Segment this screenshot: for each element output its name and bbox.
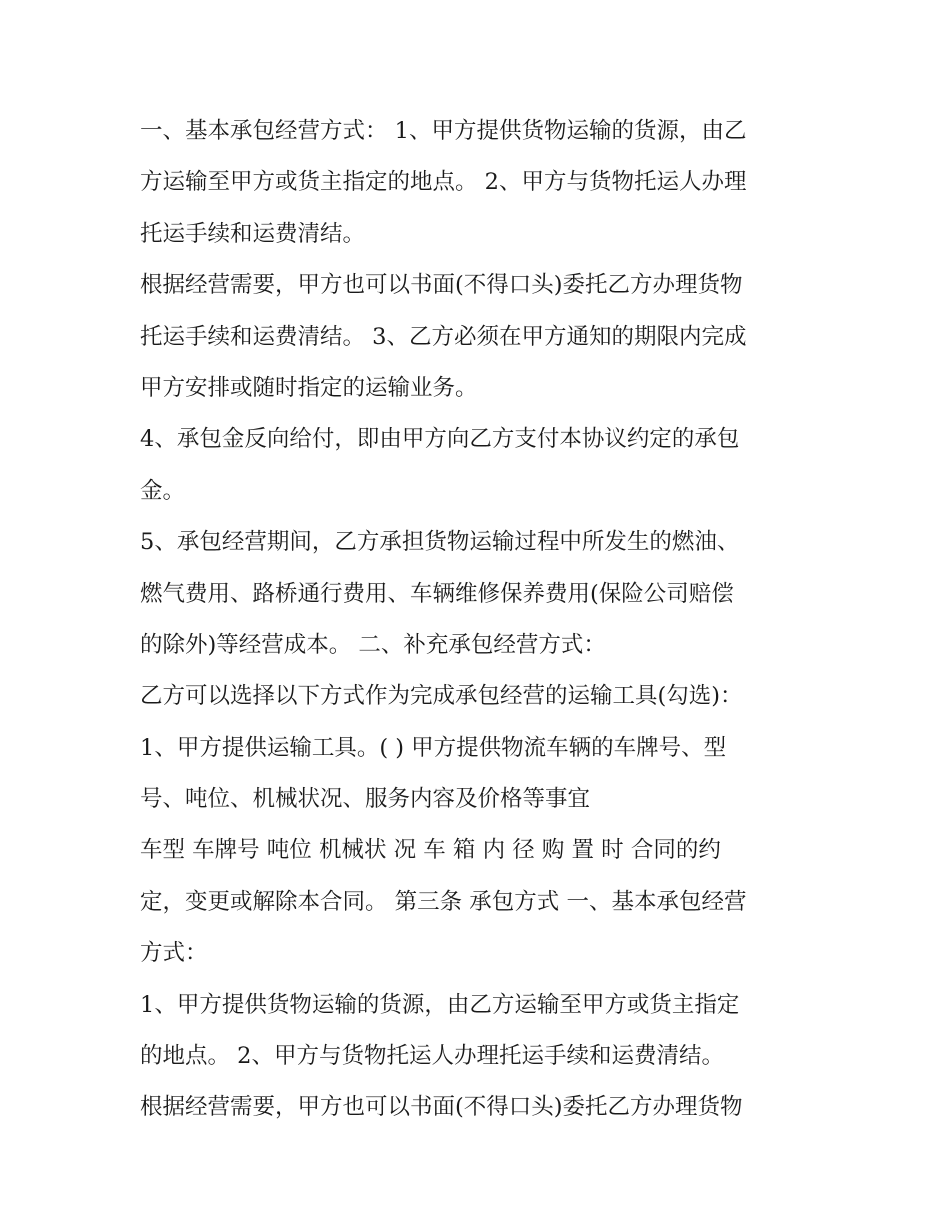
text-line: 定，变更或解除本合同。 第三条 承包方式 一、基本承包经营 (140, 888, 747, 915)
text-line: 一、基本承包经营方式： 1、甲方提供货物运输的货源，由乙 (140, 118, 747, 144)
text-line: 托运手续和运费清结。 3、乙方必须在甲方通知的期限内完成 (140, 323, 747, 350)
text-line: 的地点。 2、甲方与货物托运人办理托运手续和运费清结。 (140, 1043, 724, 1070)
text-line: 的除外)等经营成本。 二、补充承包经营方式： (140, 631, 606, 658)
text-line: 方式： (140, 940, 208, 967)
text-line: 4、承包金反向给付，即由甲方向乙方支付本协议约定的承包 (140, 426, 740, 453)
document-body (140, 106, 830, 1134)
text-line: 1、甲方提供运输工具。( ) 甲方提供物流车辆的车牌号、型 (140, 734, 727, 761)
text-line: 甲方安排或随时指定的运输业务。 (140, 374, 478, 401)
text-line: 根据经营需要，甲方也可以书面(不得口头)委托乙方办理货物 (140, 272, 743, 299)
text-line: 托运手续和运费清结。 (140, 220, 366, 247)
text-line: 方运输至甲方或货主指定的地点。 2、甲方与货物托运人办理 (140, 169, 747, 196)
text-line: 根据经营需要，甲方也可以书面(不得口头)委托乙方办理货物 (140, 1094, 743, 1121)
text-line: 5、承包经营期间，乙方承担货物运输过程中所发生的燃油、 (140, 529, 740, 556)
text-line: 金。 (140, 477, 186, 504)
text-line: 车型 车牌号 吨位 机械状 况 车 箱 内 径 购 置 时 合同的约 (140, 837, 721, 864)
text-line: 燃气费用、路桥通行费用、车辆维修保养费用(保险公司赔偿 (140, 580, 734, 607)
text-line: 乙方可以选择以下方式作为完成承包经营的运输工具(勾选)： (140, 683, 743, 710)
text-line: 1、甲方提供货物运输的货源，由乙方运输至甲方或货主指定 (140, 991, 740, 1018)
text-line: 号、吨位、机械状况、服务内容及价格等事宜 (140, 786, 591, 813)
